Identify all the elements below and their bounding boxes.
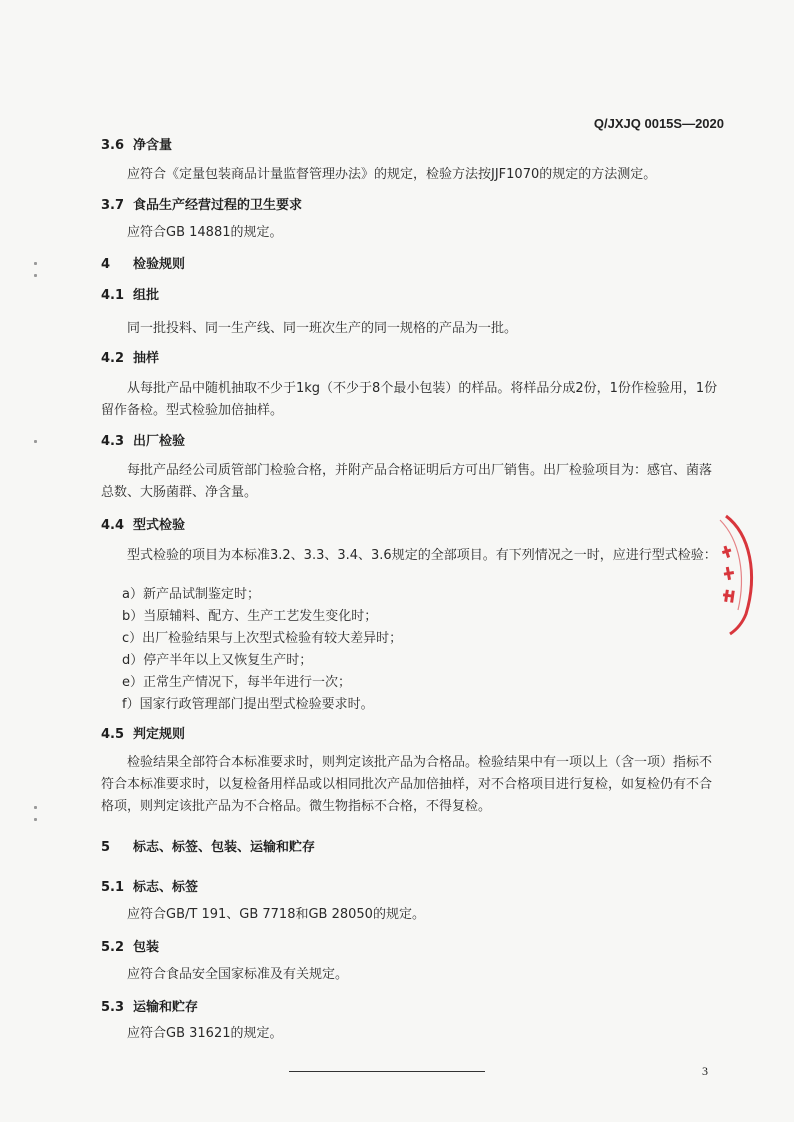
section-3-6-body: 应符合《定量包装商品计量监督管理办法》的规定，检验方法按JJF1070的规定的方法测定。	[127, 167, 657, 182]
section-4-1-body: 同一批投料、同一生产线、同一班次生产的同一规格的产品为一批。	[127, 321, 518, 336]
footer-divider	[289, 1071, 485, 1072]
section-3-7-body: 应符合GB 14881的规定。	[127, 225, 283, 240]
section-title: 食品生产经营过程的卫生要求	[133, 198, 303, 213]
section-title: 判定规则	[133, 727, 186, 742]
section-number: 5.2	[101, 940, 125, 955]
section-3-7-heading	[101, 194, 302, 213]
list-item: f）国家行政管理部门提出型式检验要求时。	[122, 697, 374, 712]
section-5-3-body: 应符合GB 31621的规定。	[127, 1026, 283, 1041]
section-4-3-body: 每批产品经公司质管部门检验合格，并附产品合格证明后方可出厂销售。出厂检验项目为：感官、菌落总数、大肠菌群、净含量。	[101, 463, 713, 500]
section-number: 4.4	[101, 518, 125, 533]
section-number: 5.3	[101, 1000, 125, 1015]
scan-mark	[34, 818, 37, 821]
section-title: 包装	[133, 940, 160, 955]
section-4-heading	[101, 253, 185, 272]
list-item: c）出厂检验结果与上次型式检验有较大差异时；	[122, 631, 403, 646]
section-4-5-body: 检验结果全部符合本标准要求时，则判定该批产品为合格品。检验结果中有一项以上（含一项）指标不符合本标准要求时，以复检备用样品或以相同批次产品加倍抽样，对不合格项目进行复检，如复检仍有不合格项，则判定该批产品为不合格品。微生物指标不合格，不得复检。	[101, 755, 713, 814]
section-title: 标志、标签、包装、运输和贮存	[133, 840, 316, 855]
section-title: 标志、标签	[133, 880, 199, 895]
section-4-2-body: 从每批产品中随机抽取不少于1kg（不少于8个最小包装）的样品。将样品分成2份，1份作检验用，1份留作备检。型式检验加倍抽样。	[101, 381, 718, 418]
section-5-1-heading	[101, 876, 198, 895]
section-4-2-heading	[101, 347, 159, 366]
seal-stamp	[712, 510, 762, 638]
section-number: 4.3	[101, 434, 125, 449]
section-title: 运输和贮存	[133, 1000, 199, 1015]
section-title: 组批	[133, 288, 160, 303]
scan-mark	[34, 274, 37, 277]
section-5-3-heading	[101, 996, 198, 1015]
list-item: d）停产半年以上又恢复生产时；	[122, 653, 313, 668]
section-5-1-body: 应符合GB/T 191、GB 7718和GB 28050的规定。	[127, 907, 425, 922]
section-title: 检验规则	[133, 257, 186, 272]
section-number: 4.5	[101, 727, 125, 742]
list-item: a）新产品试制鉴定时；	[122, 587, 260, 602]
section-title: 抽样	[133, 351, 160, 366]
scan-mark	[34, 806, 37, 809]
section-5-heading	[101, 836, 315, 855]
section-title: 型式检验	[133, 518, 186, 533]
section-4-1-heading	[101, 284, 159, 303]
section-5-2-body: 应符合食品安全国家标准及有关规定。	[127, 967, 349, 982]
section-number: 4.2	[101, 351, 125, 366]
standard-code: Q/JXJQ 0015S—2020	[593, 116, 724, 131]
section-5-2-heading	[101, 936, 159, 955]
list-item: b）当原辅料、配方、生产工艺发生变化时；	[122, 609, 378, 624]
section-number: 5.1	[101, 880, 125, 895]
section-number: 4	[101, 257, 111, 272]
section-number: 5	[101, 840, 111, 855]
section-4-4-heading	[101, 514, 185, 533]
section-3-6-heading	[101, 134, 172, 153]
section-4-3-heading	[101, 430, 185, 449]
scan-mark	[34, 440, 37, 443]
section-number: 4.1	[101, 288, 125, 303]
page-number: 3	[702, 1064, 708, 1078]
section-title: 出厂检验	[133, 434, 186, 449]
section-number: 3.7	[101, 198, 125, 213]
section-title: 净含量	[133, 138, 173, 153]
scan-mark	[34, 262, 37, 265]
list-item: e）正常生产情况下，每半年进行一次；	[122, 675, 351, 690]
section-number: 3.6	[101, 138, 125, 153]
section-4-5-heading	[101, 723, 185, 742]
section-4-4-body: 型式检验的项目为本标准3.2、3.3、3.4、3.6规定的全部项目。有下列情况之一时，应进行型式检验：	[127, 548, 717, 563]
